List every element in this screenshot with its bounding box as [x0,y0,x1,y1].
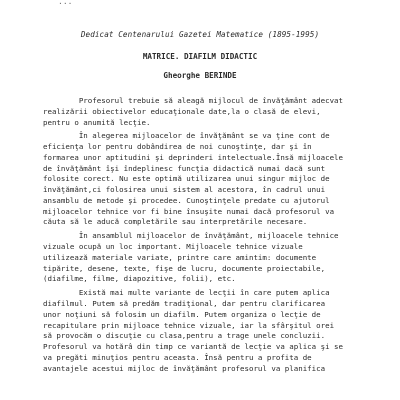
text-line: Profesorul va hotărâ din timp ce variantă de lecţie va aplica şi se [43,342,344,352]
text-line: realizării obiectivelor educaţionale date,la o clasă de elevi, [43,106,321,116]
text-line: va pregăti minuţios pentru aceasta. Însă pentru a profita de [43,352,312,362]
paragraph [43,131,373,228]
text-line: unor noţiuni să folosim un diafilm. Putem organiza o lecţie de [43,309,321,319]
text-line: (diafilme, filme, diapozitive, folii), etc. [43,274,236,284]
text-line: ansamblu de metode şi procedee. Cunoştinţele predate cu ajutorul [43,195,330,205]
text-line: utilizează materiale variate, printre care amintim: documente [43,252,317,262]
text-line: În ansamblul mijloacelor de învăţământ, mijloacele tehnice [43,231,339,241]
text-line: tipărite, desene, texte, fişe de lucru, documente proiectabile, [43,263,326,273]
text-line: Profesorul trebuie să aleagă mijlocul de învăţământ adecvat [43,96,344,105]
text-line: pentru o anumită lecţie. [43,117,151,127]
text-line: vizuale ocupă un loc important. Mijloacele tehnice vizuale [43,242,303,252]
text-line: de învăţământ îşi îndeplinesc funcţia didactică numai dacă sunt [43,163,326,173]
text-line: avantajele acestui mijloc de învăţământ profesorul va planifica [43,363,326,373]
text-line: învăţământ,ci folosirea unui sistem al acestora, în cadrul unui [43,185,326,195]
text-line: folosite corect. Nu este optimă utilizarea unui singur mijloc de [43,174,330,184]
article-body [43,96,373,378]
text-line: În alegerea mijloacelor de învăţământ se va ţine cont de [43,131,330,141]
author-name: Gheorghe BERINDE [163,71,237,80]
text-line: formarea unor aptitudini şi deprinderi intelectuale.Însă mijloacele [43,152,344,162]
text-line: căuta să le aducă completările sau interpretările necesare. [43,217,308,227]
article-title: MATRICE. DIAFILM DIDACTIC [142,52,258,61]
header-fragment: ... [58,0,73,6]
text-line: diafilmul. Putem să predăm tradiţional, dar pentru clarificarea [43,299,326,309]
text-line: recapitulare prin mijloace tehnice vizuale, iar la sfârşitul orei [43,320,335,330]
text-line: Există mai multe variante de lecţii în care putem aplica [43,288,330,298]
text-line: să provocăm o discuţie cu clasa,pentru a trage unele concluzii. [43,331,326,341]
paragraph [43,96,373,128]
paragraph [43,288,373,374]
paragraph [43,231,373,285]
text-line: mijloacelor tehnice vor fi bine însuşite numai dacă profesorul va [43,206,335,216]
dedication-line: Dedicat Centenarului Gazetei Matematice (1895-1995) [80,30,320,39]
text-line: eficienţa lor pentru dobândirea de noi cunoştinţe, dar şi în [43,142,312,152]
